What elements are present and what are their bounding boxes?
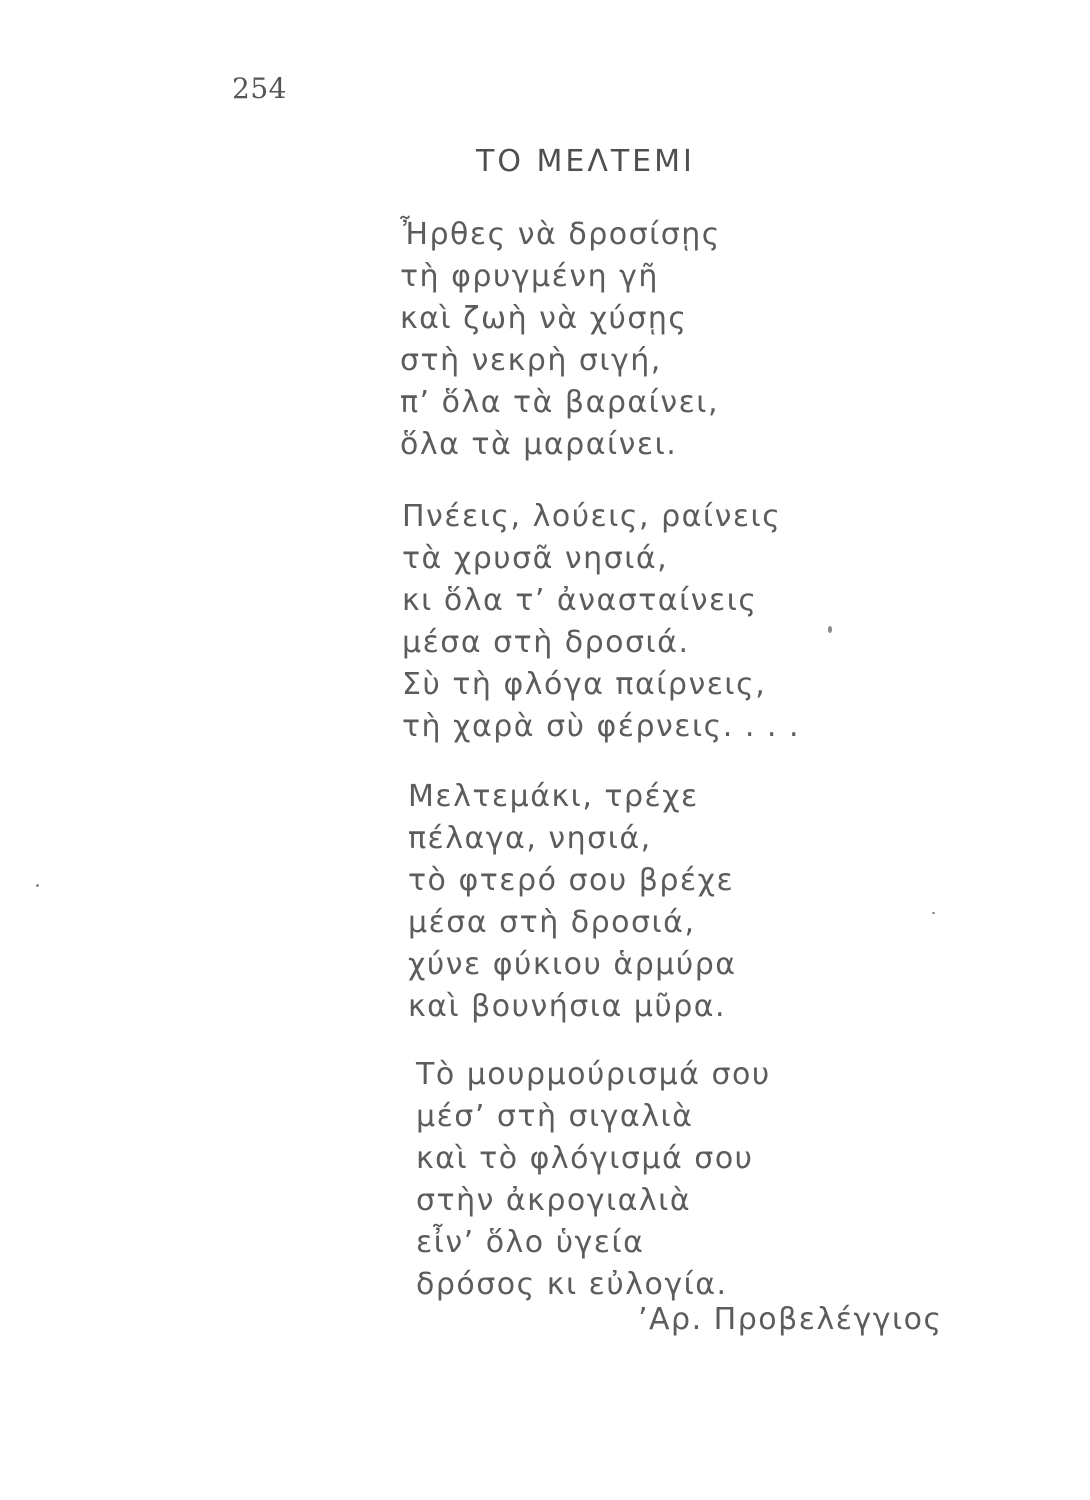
stanza-2 xyxy=(402,496,800,748)
verse-line: Πνέεις, λούεις, ραίνεις xyxy=(402,499,782,534)
verse-line: τὰ χρυσᾶ νησιά, xyxy=(402,541,669,576)
verse-line: Τὸ μουρμούρισμά σου xyxy=(416,1057,771,1092)
ink-speck xyxy=(828,626,832,633)
verse-line: Ἦρθες νὰ δροσίσῃς xyxy=(400,217,721,252)
verse-line: τὴ χαρὰ σὺ φέρνεις. . . . xyxy=(402,709,801,744)
verse-line: στὴ νεκρὴ σιγή, xyxy=(400,343,662,378)
verse-line: μέσ’ στὴ σιγαλιὰ xyxy=(416,1099,694,1134)
poem-title: ΤΟ ΜΕΛΤΕΜΙ xyxy=(476,144,695,179)
author-signature: ’Αρ. Προβελέγγιος xyxy=(638,1302,943,1337)
verse-line: Σὺ τὴ φλόγα παίρνεις, xyxy=(402,667,767,702)
verse-line: καὶ τὸ φλόγισμά σου xyxy=(416,1141,754,1176)
verse-line: καὶ ζωὴ νὰ χύσῃς xyxy=(400,301,688,336)
verse-line: καὶ βουνήσια μῦρα. xyxy=(408,989,727,1024)
stanza-4 xyxy=(416,1054,771,1306)
ink-speck xyxy=(932,912,935,914)
stanza-3 xyxy=(408,776,737,1028)
ink-speck xyxy=(36,884,39,887)
verse-line: πέλαγα, νησιά, xyxy=(408,821,652,856)
verse-line: τὸ φτερό σου βρέχε xyxy=(408,863,735,898)
page-number: 254 xyxy=(232,72,287,105)
verse-line: χύνε φύκιου ἁρμύρα xyxy=(408,947,737,982)
verse-line: ὅλα τὰ μαραίνει. xyxy=(400,427,678,462)
verse-line: μέσα στὴ δροσιά. xyxy=(402,625,690,660)
stanza-1 xyxy=(400,214,721,466)
verse-line: π’ ὅλα τὰ βαραίνει, xyxy=(400,385,719,420)
verse-line: μέσα στὴ δροσιά, xyxy=(408,905,696,940)
verse-line: τὴ φρυγμένη γῆ xyxy=(400,259,659,294)
verse-line: στὴν ἀκρογιαλιὰ xyxy=(416,1183,692,1218)
verse-line: δρόσος κι εὐλογία. xyxy=(416,1267,728,1302)
verse-line: κι ὅλα τ’ ἀνασταίνεις xyxy=(402,583,758,618)
verse-line: Μελτεμάκι, τρέχε xyxy=(408,779,699,814)
verse-line: εἶν’ ὅλο ὑγεία xyxy=(416,1225,645,1260)
